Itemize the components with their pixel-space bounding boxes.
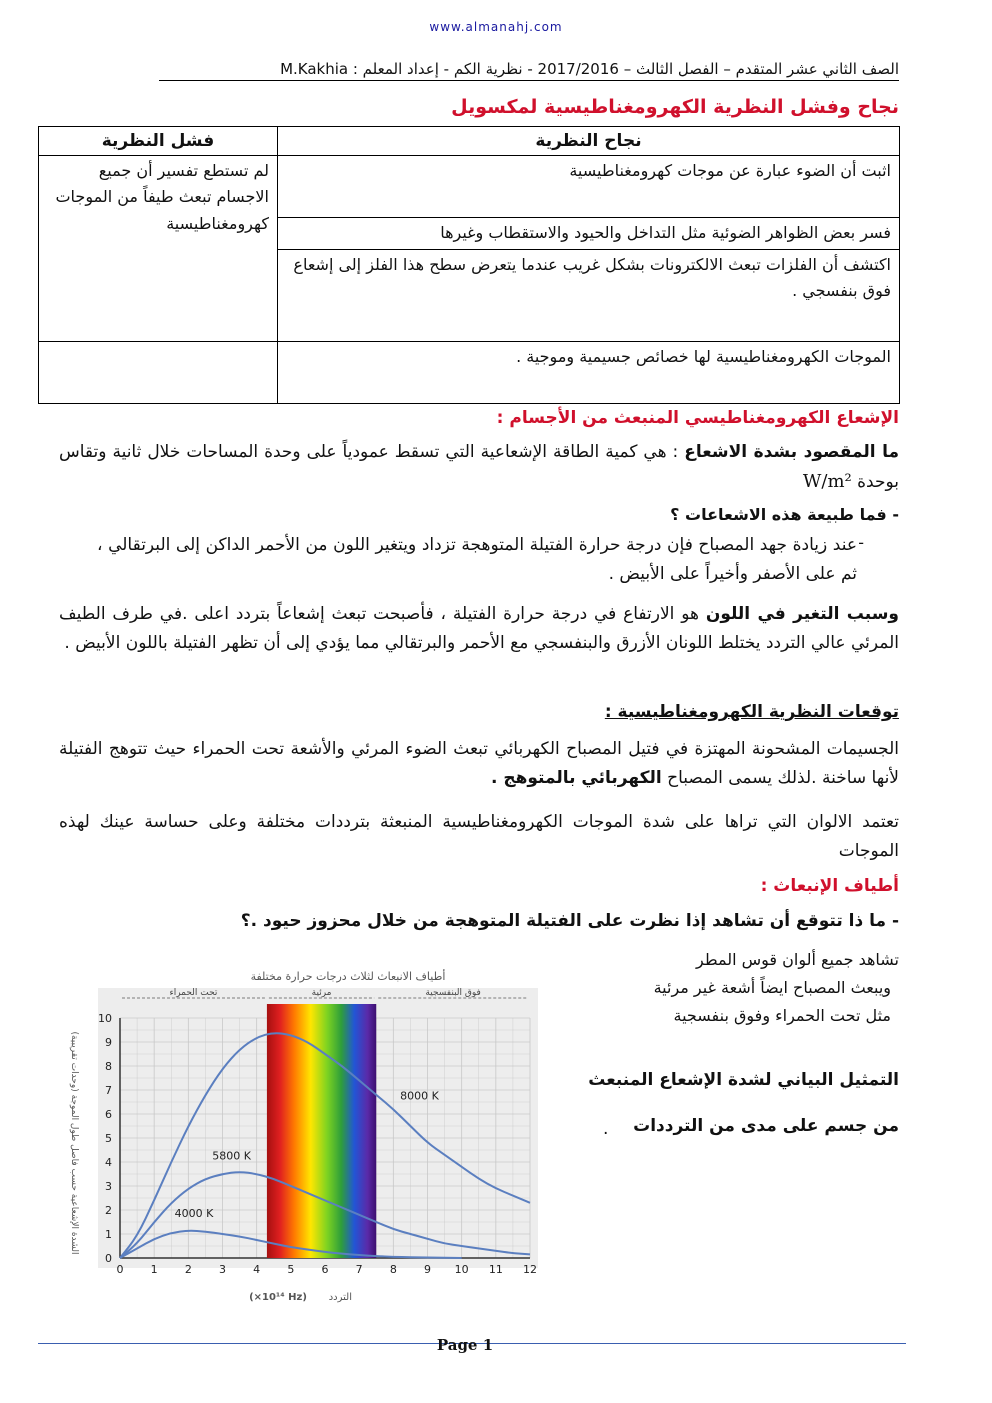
visible-spectrum-band	[267, 1004, 376, 1258]
theory-table	[38, 126, 900, 404]
x-axis-unit: (×10¹⁴ Hz)	[249, 1292, 307, 1303]
x-tick-label: 8	[389, 1263, 397, 1276]
intensity-text: : هي كمية الطاقة الإشعاعية التي تسقط عمودياً على وحدة المساحات خلال ثانية وتقاس بوحدة	[59, 442, 899, 492]
x-tick-label: 7	[355, 1263, 363, 1276]
success-row: اكتشف أن الفلزات تبعث الالكترونات بشكل غريب عندما يتعرض سطح هذا الفلز إلى إشعاع فوق بنفسجي .	[278, 250, 900, 342]
bullet-text: عند زيادة جهد المصباح فإن درجة حرارة الفتيلة المتوهجة تزداد ويتغير اللون من الأحمر الداكن إلى البرتقالي ، ثم على الأصفر وأخيراً على الأبيض .	[97, 535, 857, 584]
chart-svg	[60, 968, 550, 1304]
series-label: 8000 K	[400, 1089, 439, 1103]
graph-note-2: من جسم على مدى من الترددات	[633, 1116, 899, 1136]
answer-line: مثل تحت الحمراء وفوق بنفسجية	[673, 1006, 891, 1025]
x-tick-label: 3	[219, 1263, 226, 1276]
x-tick-label: 11	[488, 1263, 503, 1276]
page-title: نجاح وفشل النظرية الكهرومغناطيسية لمكسويل	[451, 96, 899, 118]
x-tick-label: 5	[287, 1263, 295, 1276]
x-tick-label: 12	[523, 1263, 537, 1276]
success-row: الموجات الكهرومغناطيسية لها خصائص جسيمية وموجية .	[278, 342, 900, 404]
x-tick-label: 4	[253, 1263, 261, 1276]
spectra-question: - ما ذا تتوقع أن تشاهد إذا نظرت على الفتيلة المتوهجة من خلال محزوز حيود .؟	[240, 911, 899, 931]
y-axis-label: الشدة الإشعاعية حسب فاصل طول الموجة (وحدات تقريبية)	[69, 1031, 79, 1255]
x-tick-label: 9	[424, 1263, 431, 1276]
y-tick-label: 1	[105, 1228, 112, 1241]
y-tick-label: 8	[105, 1060, 112, 1073]
answer-line: تشاهد جميع ألوان قوس المطر	[695, 950, 899, 969]
spectra-heading: أطياف الإنبعاث :	[760, 876, 899, 896]
nature-question: - فما طبيعة هذه الاشعاعات ؟	[670, 505, 899, 524]
region-label: تحت الحمراء	[169, 988, 218, 998]
y-tick-label: 3	[105, 1180, 112, 1193]
y-tick-label: 10	[98, 1012, 112, 1025]
predictions-heading: توقعات النظرية الكهرومغناطيسية :	[604, 702, 899, 722]
empty-failure-cell	[39, 342, 278, 404]
region-label: مرئية	[311, 988, 332, 998]
y-tick-label: 7	[105, 1084, 112, 1097]
website-url[interactable]: www.almanahj.com	[429, 20, 563, 34]
header-success: نجاح النظرية	[278, 127, 900, 156]
header-failure: فشل النظرية	[39, 127, 278, 156]
x-tick-label: 2	[184, 1263, 192, 1276]
unit: W/m²	[802, 470, 852, 492]
page-number: Page 1	[436, 1336, 494, 1354]
graph-note-1: التمثيل البياني لشدة الإشعاع المنبعث	[588, 1070, 899, 1090]
emission-chart	[60, 968, 550, 1304]
y-tick-label: 2	[105, 1204, 112, 1217]
series-label: 5800 K	[212, 1149, 251, 1163]
answer-line: ويبعث المصباح ايضاً أشعة غير مرئية	[653, 978, 891, 997]
success-row: اثبت أن الضوء عبارة عن موجات كهرومغناطيسية	[278, 156, 900, 218]
y-tick-label: 9	[105, 1036, 112, 1049]
x-tick-label: 6	[321, 1263, 329, 1276]
region-labels	[122, 988, 528, 998]
y-tick-label: 4	[105, 1156, 112, 1169]
cause-text: هو الارتفاع في درجة حرارة الفتيلة ، فأصبحت تبعث إشعاعاً بتردد اعلى .في طرف الطيف المرئي عالي التردد يختلط اللونان الأزرق والبنفسجي مع الأحمر والبرتقالي مما يؤدي إلى أن تظهر الفتيلة باللون الأبيض .	[59, 604, 899, 653]
y-tick-label: 6	[105, 1108, 112, 1121]
success-row: فسر بعض الظواهر الضوئية مثل التداخل والحيود والاستقطاب وغيرها	[278, 218, 900, 250]
spectra-answers	[654, 946, 899, 1030]
y-tick-label: 0	[105, 1252, 112, 1265]
cause-label: وسبب التغير في اللون	[705, 604, 899, 624]
predictions-p1-text: الجسيمات المشحونة المهتزة في فتيل المصباح الكهربائي تبعث الضوء المرئي والأشعة تحت الحمراء حيث تتوهج الفتيلة لأنها ساخنة .لذلك يسمى المصباح	[59, 739, 899, 788]
cause-paragraph	[59, 600, 899, 658]
predictions-p1	[59, 735, 899, 793]
radiation-heading: الإشعاع الكهرومغناطيسي المنبعث من الأجسام :	[496, 408, 899, 428]
x-tick-label: 10	[454, 1263, 469, 1276]
intensity-definition	[59, 438, 899, 497]
document-header: الصف الثاني عشر المتقدم – الفصل الثالث – 2017/2016 - نظرية الكم - إعداد المعلم : M.Kakhia	[159, 60, 899, 81]
y-tick-label: 5	[105, 1132, 112, 1145]
graph-note-dot: .	[603, 1119, 609, 1139]
predictions-p2: تعتمد الالوان التي تراها على شدة الموجات الكهرومغناطيسية المنبعثة بترددات مختلفة وعلى حساسة عينك لهذه الموجات	[59, 812, 899, 861]
intensity-label: ما المقصود بشدة الاشعاع	[684, 442, 899, 462]
series-label: 4000 K	[174, 1207, 214, 1221]
chart-title: أطياف الانبعاث لثلاث درجات حرارة مختلفة	[250, 970, 446, 983]
x-tick-label: 1	[150, 1263, 158, 1276]
x-tick-label: 0	[116, 1263, 124, 1276]
region-label: فوق البنفسجية	[425, 988, 481, 998]
predictions-p1-bold: الكهربائي بالمتوهج .	[490, 767, 662, 788]
x-axis-label: التردد	[328, 1292, 352, 1303]
failure-cell: لم تستطع تفسير أن جميع الاجسام تبعث طيفاً من الموجات كهرومغناطيسية	[39, 156, 278, 342]
bullet-dash-icon: -	[858, 533, 864, 552]
